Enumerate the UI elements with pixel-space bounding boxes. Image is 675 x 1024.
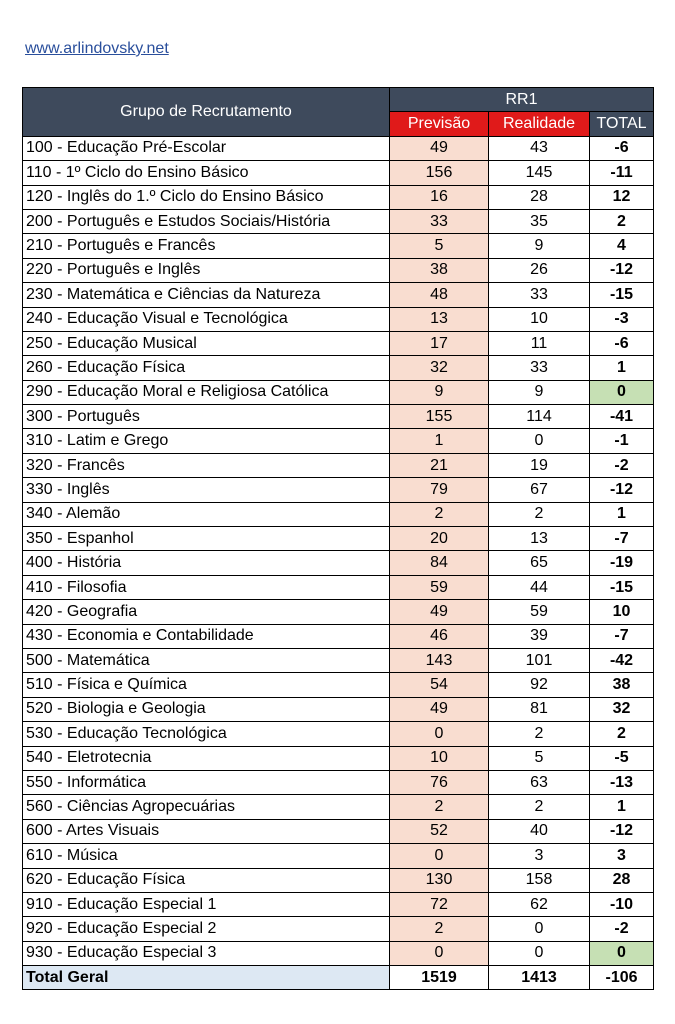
row-total: 2 [590,722,654,746]
row-previsao: 76 [390,770,489,794]
table-row [23,770,654,794]
row-name: 250 - Educação Musical [23,331,390,355]
row-name: 210 - Português e Francês [23,234,390,258]
row-name: 560 - Ciências Agropecuárias [23,795,390,819]
row-total: -1 [590,429,654,453]
row-previsao: 2 [390,502,489,526]
row-previsao: 9 [390,380,489,404]
table-row [23,648,654,672]
table-row [23,722,654,746]
row-name: 420 - Geografia [23,600,390,624]
row-total: -11 [590,161,654,185]
table-row [23,697,654,721]
row-name: 400 - História [23,551,390,575]
row-previsao: 49 [390,136,489,160]
site-link[interactable]: www.arlindovsky.net [25,40,169,57]
row-name: 230 - Matemática e Ciências da Natureza [23,283,390,307]
row-name: 540 - Eletrotecnia [23,746,390,770]
row-realidade: 65 [489,551,590,575]
row-previsao: 84 [390,551,489,575]
row-name: 520 - Biologia e Geologia [23,697,390,721]
total-header: TOTAL [590,112,654,136]
row-total: -2 [590,917,654,941]
table-row [23,234,654,258]
row-name: 220 - Português e Inglês [23,258,390,282]
row-realidade: 35 [489,209,590,233]
row-realidade: 33 [489,283,590,307]
row-realidade: 2 [489,722,590,746]
row-previsao: 54 [390,673,489,697]
row-total: 4 [590,234,654,258]
row-realidade: 63 [489,770,590,794]
row-total: 12 [590,185,654,209]
table-row [23,795,654,819]
table-row [23,209,654,233]
row-previsao: 16 [390,185,489,209]
row-realidade: 13 [489,527,590,551]
row-realidade: 92 [489,673,590,697]
row-realidade: 10 [489,307,590,331]
table-row [23,746,654,770]
row-realidade: 9 [489,380,590,404]
row-name: 530 - Educação Tecnológica [23,722,390,746]
row-total: 1 [590,795,654,819]
row-name: 300 - Português [23,405,390,429]
row-total: 2 [590,209,654,233]
table-row [23,624,654,648]
row-previsao: 130 [390,868,489,892]
row-name: 120 - Inglês do 1.º Ciclo do Ensino Básico [23,185,390,209]
row-total: -2 [590,453,654,477]
row-total: -41 [590,405,654,429]
row-realidade: 158 [489,868,590,892]
row-realidade: 0 [489,941,590,965]
row-name: 550 - Informática [23,770,390,794]
table-row [23,478,654,502]
row-total: -12 [590,819,654,843]
row-name: 330 - Inglês [23,478,390,502]
row-previsao: 33 [390,209,489,233]
row-realidade: 28 [489,185,590,209]
row-previsao: 0 [390,844,489,868]
row-total: -7 [590,624,654,648]
row-previsao: 21 [390,453,489,477]
row-realidade: 19 [489,453,590,477]
row-previsao: 79 [390,478,489,502]
recruitment-table [22,87,654,990]
table-row [23,868,654,892]
row-previsao: 156 [390,161,489,185]
row-name: 260 - Educação Física [23,356,390,380]
row-name: 320 - Francês [23,453,390,477]
table-row [23,258,654,282]
row-name: 910 - Educação Especial 1 [23,892,390,916]
group-header: Grupo de Recrutamento [23,88,390,137]
row-name: 240 - Educação Visual e Tecnológica [23,307,390,331]
row-realidade: 5 [489,746,590,770]
row-previsao: 59 [390,575,489,599]
row-name: 310 - Latim e Grego [23,429,390,453]
row-realidade: 81 [489,697,590,721]
row-total: -19 [590,551,654,575]
row-realidade: 67 [489,478,590,502]
row-realidade: 2 [489,502,590,526]
row-previsao: 143 [390,648,489,672]
row-realidade: 39 [489,624,590,648]
row-name: 600 - Artes Visuais [23,819,390,843]
row-previsao: 49 [390,600,489,624]
row-total: -15 [590,575,654,599]
row-name: 510 - Física e Química [23,673,390,697]
row-name: 100 - Educação Pré-Escolar [23,136,390,160]
row-total: -12 [590,478,654,502]
table-row [23,527,654,551]
rr1-header: RR1 [390,88,654,112]
row-previsao: 49 [390,697,489,721]
row-name: 110 - 1º Ciclo do Ensino Básico [23,161,390,185]
table-body [23,136,654,965]
row-total: 3 [590,844,654,868]
table-row [23,673,654,697]
row-previsao: 46 [390,624,489,648]
table-row [23,283,654,307]
row-realidade: 44 [489,575,590,599]
row-total: -5 [590,746,654,770]
total-geral-label: Total Geral [23,966,390,990]
table-row [23,917,654,941]
row-realidade: 62 [489,892,590,916]
table-row [23,185,654,209]
row-total: -42 [590,648,654,672]
row-previsao: 1 [390,429,489,453]
total-geral-total: -106 [590,966,654,990]
row-realidade: 40 [489,819,590,843]
row-realidade: 145 [489,161,590,185]
table-row [23,136,654,160]
row-name: 410 - Filosofia [23,575,390,599]
row-realidade: 9 [489,234,590,258]
row-name: 930 - Educação Especial 3 [23,941,390,965]
row-name: 350 - Espanhol [23,527,390,551]
table-row [23,941,654,965]
row-total: 10 [590,600,654,624]
row-realidade: 0 [489,429,590,453]
row-total: -12 [590,258,654,282]
row-name: 610 - Música [23,844,390,868]
table-row [23,575,654,599]
row-realidade: 11 [489,331,590,355]
row-realidade: 43 [489,136,590,160]
row-total: -6 [590,331,654,355]
row-total: -7 [590,527,654,551]
row-realidade: 0 [489,917,590,941]
row-previsao: 0 [390,941,489,965]
row-name: 200 - Português e Estudos Sociais/História [23,209,390,233]
row-total: 28 [590,868,654,892]
table-row [23,502,654,526]
row-total: 1 [590,356,654,380]
row-realidade: 26 [489,258,590,282]
row-previsao: 17 [390,331,489,355]
row-total: -13 [590,770,654,794]
table-row [23,429,654,453]
row-total: 1 [590,502,654,526]
row-name: 430 - Economia e Contabilidade [23,624,390,648]
row-total: 0 [590,380,654,404]
table-row [23,307,654,331]
row-total: -10 [590,892,654,916]
row-total: 0 [590,941,654,965]
row-total: -6 [590,136,654,160]
table-row [23,405,654,429]
row-previsao: 52 [390,819,489,843]
row-previsao: 48 [390,283,489,307]
table-row [23,892,654,916]
row-previsao: 5 [390,234,489,258]
table-row [23,600,654,624]
table-row [23,453,654,477]
row-realidade: 59 [489,600,590,624]
table-row [23,551,654,575]
realidade-header: Realidade [489,112,590,136]
table-row [23,161,654,185]
row-previsao: 0 [390,722,489,746]
table-row [23,844,654,868]
row-name: 920 - Educação Especial 2 [23,917,390,941]
row-realidade: 2 [489,795,590,819]
row-previsao: 2 [390,917,489,941]
row-previsao: 155 [390,405,489,429]
table-row [23,819,654,843]
row-total: -3 [590,307,654,331]
row-total: 32 [590,697,654,721]
row-previsao: 13 [390,307,489,331]
row-total: -15 [590,283,654,307]
total-geral-prev: 1519 [390,966,489,990]
row-previsao: 38 [390,258,489,282]
table-row [23,380,654,404]
row-name: 290 - Educação Moral e Religiosa Católica [23,380,390,404]
table-row [23,331,654,355]
row-realidade: 101 [489,648,590,672]
row-previsao: 10 [390,746,489,770]
row-previsao: 72 [390,892,489,916]
row-name: 500 - Matemática [23,648,390,672]
table-row [23,356,654,380]
row-previsao: 32 [390,356,489,380]
row-realidade: 114 [489,405,590,429]
total-geral-row [23,966,654,990]
row-realidade: 3 [489,844,590,868]
row-previsao: 20 [390,527,489,551]
row-realidade: 33 [489,356,590,380]
row-total: 38 [590,673,654,697]
row-previsao: 2 [390,795,489,819]
row-name: 340 - Alemão [23,502,390,526]
total-geral-real: 1413 [489,966,590,990]
previsao-header: Previsão [390,112,489,136]
row-name: 620 - Educação Física [23,868,390,892]
